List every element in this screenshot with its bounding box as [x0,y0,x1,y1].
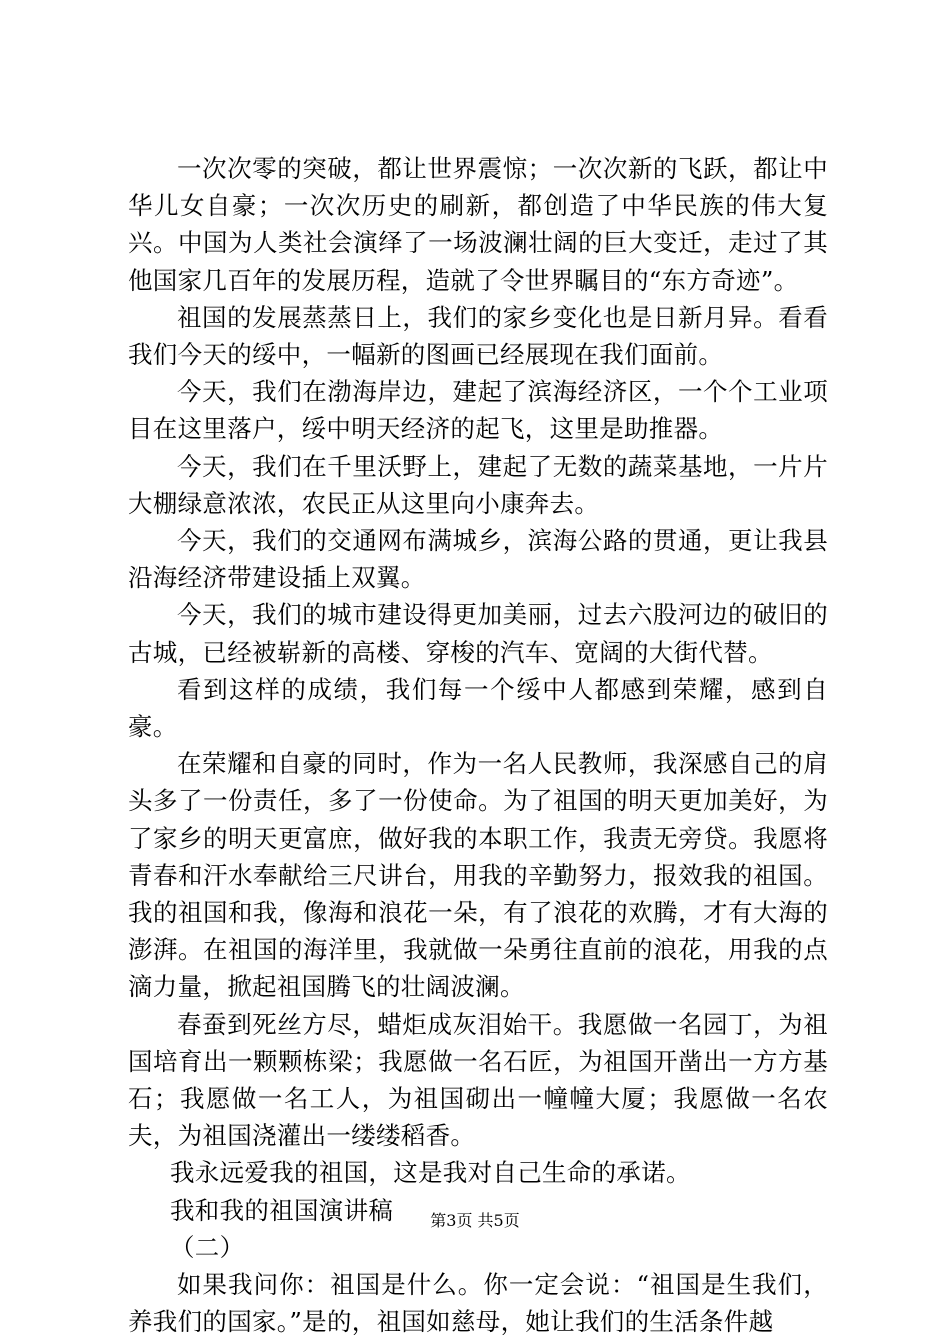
paragraph: 今天，我们在千里沃野上，建起了无数的蔬菜基地，一片片大棚绿意浓浓，农民正从这里向小康奔去。 [128,451,828,518]
paragraph: 一次次零的突破，都让世界震惊；一次次新的飞跃，都让中华儿女自豪；一次次历史的刷新，都创造了中华民族的伟大复兴。中国为人类社会演绎了一场波澜壮阔的巨大变迁，走过了其他国家几百年的发展历程，造就了令世界瞩目的“东方奇迹”。 [128,154,828,295]
paragraph: 在荣耀和自豪的同时，作为一名人民教师，我深感自己的肩头多了一份责任，多了一份使命。为了祖国的明天更加美好，为了家乡的明天更富庶，做好我的本职工作，我责无旁贷。我愿将青春和汗水奉献给三尺讲台，用我的辛勤努力，报效我的祖国。我的祖国和我，像海和浪花一朵，有了浪花的欢腾，才有大海的澎湃。在祖国的海洋里，我就做一朵勇往直前的浪花，用我的点滴力量，掀起祖国腾飞的壮阔波澜。 [128,749,828,1002]
paragraph: 祖国的发展蒸蒸日上，我们的家乡变化也是日新月异。看看我们今天的绥中，一幅新的图画已经展现在我们面前。 [128,302,828,370]
document-body [128,150,828,1341]
paragraph: 今天，我们的交通网布满城乡，滨海公路的贯通，更让我县沿海经济带建设插上双翼。 [128,526,828,593]
paragraph: 我永远爱我的祖国，这是我对自己生命的承诺。 [170,1158,691,1188]
paragraph: 如果我问你：祖国是什么。你一定会说：“祖国是生我们，养我们的国家。”是的，祖国如慈母，她让我们的生活条件越 [128,1270,828,1337]
section-number: （二） [170,1232,245,1262]
paragraph: 春蚕到死丝方尽，蜡炬成灰泪始干。我愿做一名园丁，为祖国培育出一颗颗栋梁；我愿做一名石匠，为祖国开凿出一方方基石；我愿做一名工人，为祖国砌出一幢幢大厦；我愿做一名农夫，为祖国浇灌出一缕缕稻香。 [128,1009,828,1151]
section-title: 我和我的祖国演讲稿 [170,1195,394,1225]
page-footer: 第3页 共5页 [430,1211,520,1230]
paragraph: 今天，我们的城市建设得更加美丽，过去六股河边的破旧的古城，已经被崭新的高楼、穿梭的汽车、宽阔的大街代替。 [128,600,828,667]
paragraph: 看到这样的成绩，我们每一个绥中人都感到荣耀，感到自豪。 [128,674,828,742]
paragraph: 今天，我们在渤海岸边，建起了滨海经济区，一个个工业项目在这里落户，绥中明天经济的起飞，这里是助推器。 [128,377,828,444]
